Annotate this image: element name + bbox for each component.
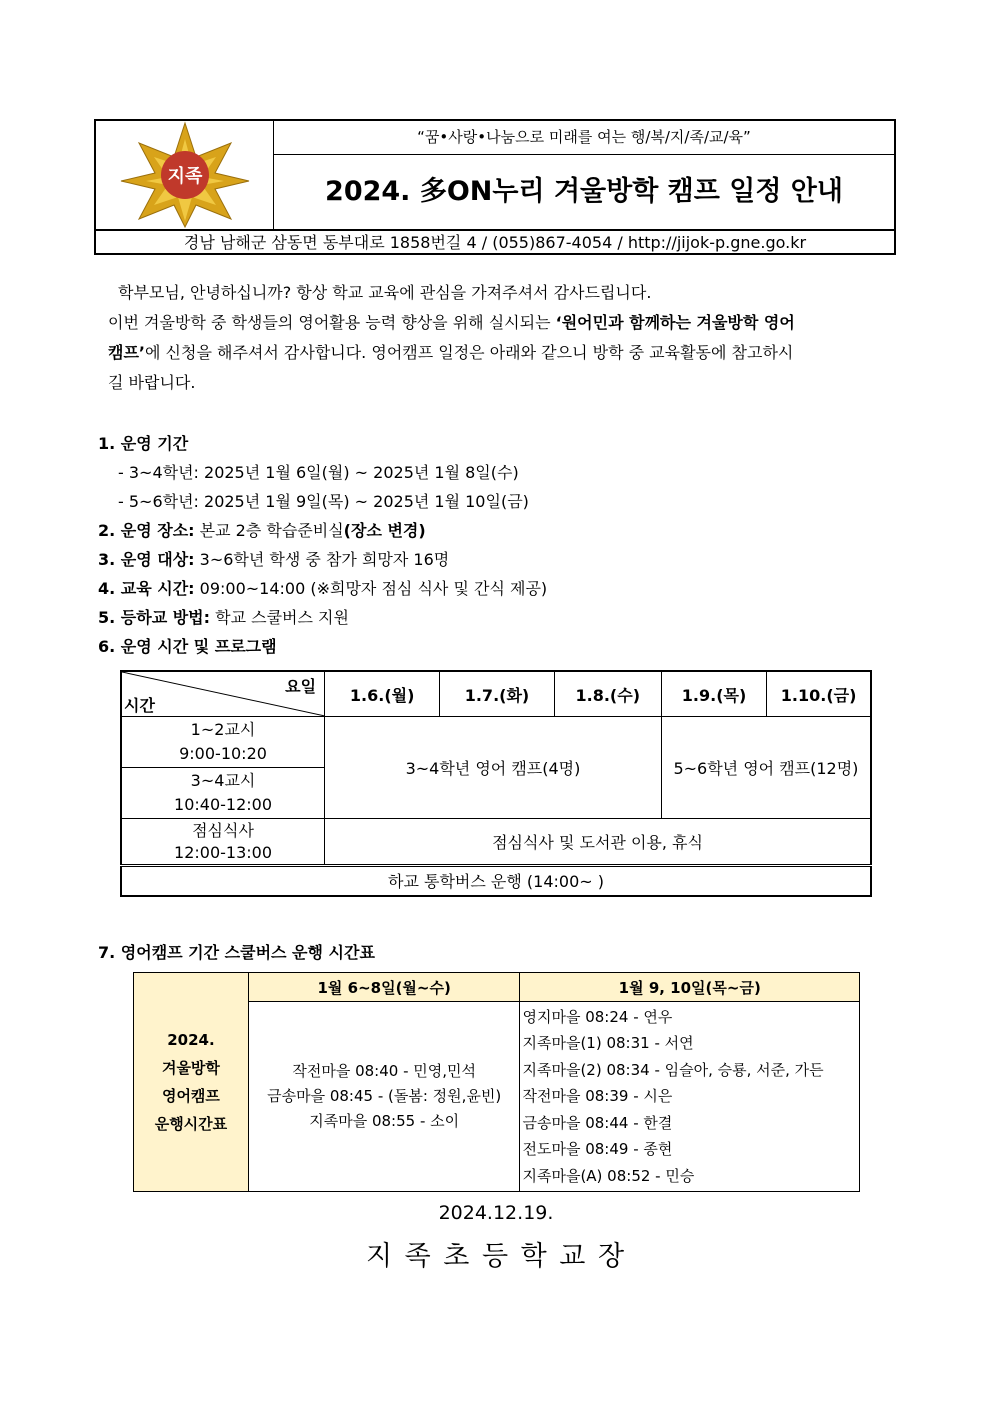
section-2-value: 본교 2층 학습준비실 — [194, 521, 344, 540]
bus-stop-line: 작전마을 08:39 - 시은 — [522, 1087, 673, 1106]
period-1-time: 9:00-10:20 — [179, 744, 267, 763]
section-2-note: (장소 변경) — [343, 521, 426, 540]
intro-line-1: 학부모님, 안녕하십니까? 항상 학교 교육에 관심을 가져주셔서 감사드립니다. — [118, 283, 652, 302]
bus-col2-body — [520, 1002, 860, 1192]
section-4-value: 09:00~14:00 (※희망자 점심 식사 및 간식 제공) — [194, 579, 548, 598]
period-1-cell — [121, 717, 325, 768]
motto: “꿈•사랑•나눔으로 미래를 여는 행/복/지/족/교/육” — [274, 121, 894, 155]
bus-note-cell: 하교 통학버스 운행 (14:00~ ) — [121, 866, 871, 896]
schedule-corner-cell — [121, 671, 325, 717]
period-2-label: 3~4교시 — [190, 771, 256, 790]
schedule-row-period-1 — [121, 717, 871, 768]
document-date: 2024.12.19. — [438, 1202, 554, 1224]
section-2 — [98, 516, 426, 545]
intro-line-3 — [108, 338, 793, 368]
intro-line-2 — [108, 308, 795, 338]
section-6-title: 6. 운영 시간 및 프로그램 — [98, 637, 277, 656]
logo-cell — [96, 121, 274, 229]
bus-stop-line: 지족마을(1) 08:31 - 서연 — [522, 1034, 694, 1053]
section-1-title: 1. 운영 기간 — [98, 434, 189, 453]
bus-col2-header: 1월 9, 10일(목~금) — [520, 973, 860, 1002]
section-1-item-2: - 5~6학년: 2025년 1월 9일(목) ~ 2025년 1월 10일(금) — [118, 492, 529, 511]
program-schedule-table — [120, 670, 872, 897]
bus-stop-line: 금송마을 08:44 - 한결 — [522, 1113, 673, 1132]
signature-principal: 지 족 초 등 학 교 장 — [365, 1241, 627, 1272]
schedule-header-row — [121, 671, 871, 717]
bus-stop-line: 금송마을 08:45 - (돌봄: 정원,윤빈) — [267, 1087, 502, 1105]
lunch-cell — [121, 819, 325, 866]
intro-line-3-text: 에 신청을 해주셔서 감사합니다. 영어캠프 일정은 아래와 같으니 방학 중 교육활동에 참고하시 — [145, 343, 794, 362]
camp-56-cell: 5~6학년 영어 캠프(12명) — [661, 717, 871, 819]
bus-stop-line: 영지마을 08:24 - 연우 — [522, 1007, 673, 1026]
bus-col1-body — [248, 1002, 520, 1192]
section-3-label: 3. 운영 대상: — [98, 550, 195, 569]
corner-time-label: 시간 — [124, 696, 155, 715]
bus-col1-header: 1월 6~8일(월~수) — [248, 973, 520, 1002]
section-5-value: 학교 스쿨버스 지원 — [210, 608, 349, 627]
section-1-item-1: - 3~4학년: 2025년 1월 6일(월) ~ 2025년 1월 8일(수) — [118, 463, 519, 482]
intro-camp-name: ‘원어민과 함께하는 겨울방학 영어 — [555, 313, 795, 332]
section-5 — [98, 603, 349, 632]
corner-day-label: 요일 — [285, 677, 317, 696]
bus-stop-line: 작전마을 08:40 - 민영,민석 — [292, 1062, 476, 1080]
period-2-time: 10:40-12:00 — [174, 795, 273, 814]
period-2-cell — [121, 768, 325, 819]
day-header: 1.8.(수) — [554, 671, 661, 717]
logo-text: 지족 — [167, 166, 203, 187]
intro-line-4: 길 바랍니다. — [108, 373, 196, 392]
section-5-label: 5. 등하교 방법: — [98, 608, 211, 627]
bus-side-line: 겨울방학 — [161, 1059, 220, 1077]
bus-side-line: 2024. — [167, 1031, 215, 1049]
lunch-time: 12:00-13:00 — [174, 842, 273, 862]
day-header: 1.9.(목) — [661, 671, 766, 717]
schedule-row-bus — [121, 866, 871, 896]
bus-side-line: 운행시간표 — [154, 1115, 228, 1133]
bus-stop-line: 전도마을 08:49 - 종현 — [522, 1140, 673, 1159]
bus-side-label — [134, 973, 249, 1192]
day-header: 1.7.(화) — [440, 671, 554, 717]
school-address: 경남 남해군 삼동면 동부대로 1858번길 4 / (055)867-4054 / http://jijok-p.gne.go.kr — [96, 229, 894, 253]
bus-side-line: 영어캠프 — [161, 1087, 220, 1105]
section-2-label: 2. 운영 장소: — [98, 521, 195, 540]
bus-timetable — [133, 972, 860, 1192]
section-7-title: 7. 영어캠프 기간 스쿨버스 운행 시간표 — [98, 943, 375, 962]
bus-stop-line: 지족마을(2) 08:34 - 임슬아, 승룡, 서준, 가든 — [522, 1060, 824, 1079]
section-3-value: 3~6학년 학생 중 참가 희망자 16명 — [194, 550, 450, 569]
bus-header-row — [134, 973, 860, 1002]
school-logo — [96, 121, 274, 229]
day-header: 1.6.(월) — [325, 671, 440, 717]
section-4 — [98, 574, 547, 603]
intro-line-2-text: 이번 겨울방학 중 학생들의 영어활용 능력 향상을 위해 실시되는 — [108, 313, 556, 332]
bus-stop-line: 지족마을(A) 08:52 - 민승 — [522, 1166, 695, 1185]
day-header: 1.10.(금) — [767, 671, 871, 717]
schedule-row-lunch — [121, 819, 871, 866]
lunch-desc-cell: 점심식사 및 도서관 이용, 휴식 — [325, 819, 871, 866]
lunch-label: 점심식사 — [192, 820, 254, 840]
section-4-label: 4. 교육 시간: — [98, 579, 195, 598]
camp-34-cell: 3~4학년 영어 캠프(4명) — [325, 717, 662, 819]
intro-camp-name-end: 캠프’ — [108, 343, 145, 362]
period-1-label: 1~2교시 — [190, 720, 256, 739]
header-box — [94, 119, 896, 255]
bus-stop-line: 지족마을 08:55 - 소이 — [309, 1112, 460, 1130]
section-3 — [98, 545, 449, 574]
page-title: 2024. 多ON누리 겨울방학 캠프 일정 안내 — [325, 176, 843, 207]
